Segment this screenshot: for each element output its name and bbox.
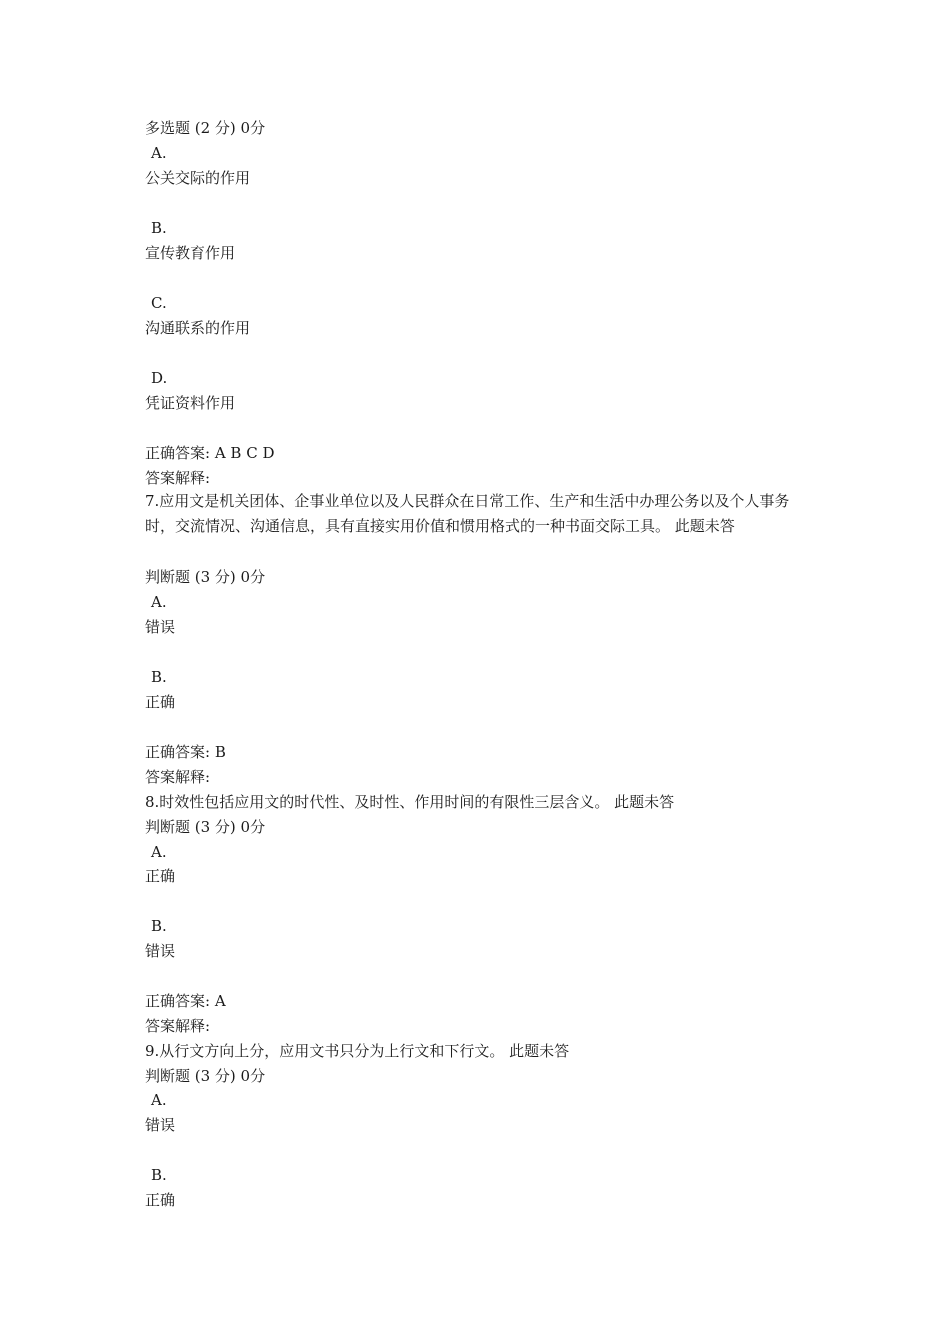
q8-stem: 8.时效性包括应用文的时代性、及时性、作用时间的有限性三层含义。 此题未答: [145, 793, 675, 811]
q8-option-b-letter: B.: [151, 917, 167, 935]
q6-option-b-letter: B.: [151, 219, 167, 237]
q6-option-b-text: 宣传教育作用: [145, 244, 236, 262]
q8-option-a-text: 正确: [145, 867, 176, 885]
q9-stem: 9.从行文方向上分，应用文书只分为上行文和下行文。 此题未答: [145, 1042, 570, 1060]
q8-option-a-letter: A.: [151, 843, 167, 861]
q6-correct-answer: 正确答案: A B C D: [145, 444, 275, 462]
q6-type: 多选题 (2 分) 0分: [145, 119, 266, 137]
q9-option-b-letter: B.: [151, 1166, 167, 1184]
q6-option-c-text: 沟通联系的作用: [145, 319, 251, 337]
q6-answer-explanation: 答案解释:: [145, 469, 211, 487]
q8-type: 判断题 (3 分) 0分: [145, 818, 266, 836]
q6-option-d-text: 凭证资料作用: [145, 394, 236, 412]
q9-option-b-text: 正确: [145, 1191, 176, 1209]
q6-option-a-letter: A.: [151, 144, 167, 162]
q7-correct-answer: 正确答案: B: [145, 743, 226, 761]
q7-answer-explanation: 答案解释:: [145, 768, 211, 786]
q7-stem: 7.应用文是机关团体、企事业单位以及人民群众在日常工作、生产和生活中办理公务以及个人事务时，交流情况、沟通信息，具有直接实用价值和惯用格式的一种书面交际工具。 此题未答: [145, 492, 790, 535]
q8-option-b-text: 错误: [145, 942, 176, 960]
q7-option-a-letter: A.: [151, 593, 167, 611]
q7-option-a-text: 错误: [145, 618, 176, 636]
q9-option-a-letter: A.: [151, 1091, 167, 1109]
q8-correct-answer: 正确答案: A: [145, 992, 226, 1010]
q7-option-b-letter: B.: [151, 668, 167, 686]
q7-option-b-text: 正确: [145, 693, 176, 711]
q9-option-a-text: 错误: [145, 1116, 176, 1134]
q8-answer-explanation: 答案解释:: [145, 1017, 211, 1035]
q6-option-a-text: 公关交际的作用: [145, 169, 251, 187]
q9-type: 判断题 (3 分) 0分: [145, 1067, 266, 1085]
q6-option-c-letter: C.: [151, 294, 167, 312]
q6-option-d-letter: D.: [151, 369, 168, 387]
q7-type: 判断题 (3 分) 0分: [145, 568, 266, 586]
